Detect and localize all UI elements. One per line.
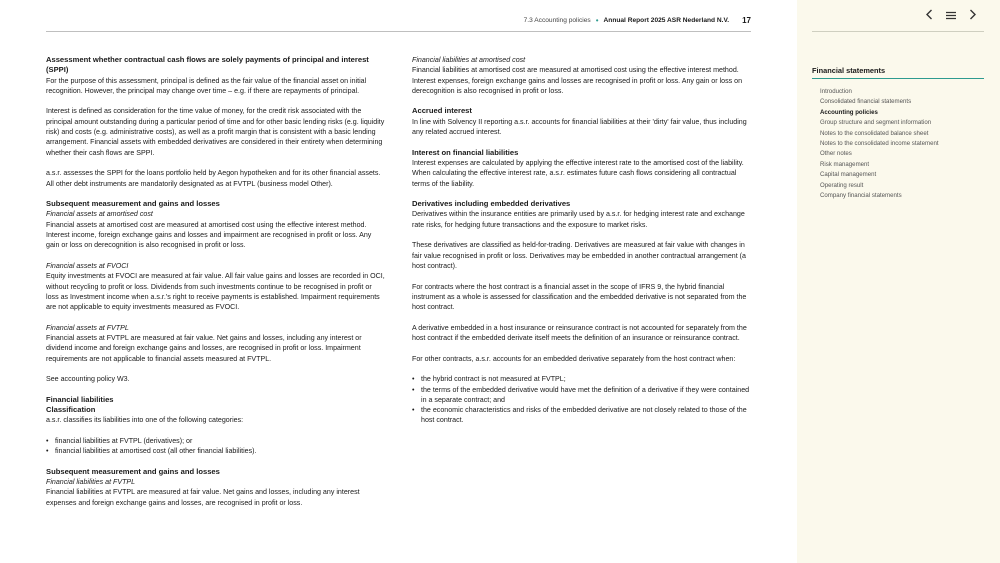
conditions-list (412, 374, 752, 425)
sidebar-divider (812, 31, 984, 32)
list-item: • the terms of the embedded derivative would have met the definition of a derivative if they were contained in a separate contract; and (412, 385, 752, 406)
sppi-section (46, 55, 386, 96)
fvtpl-section (46, 323, 386, 364)
list-item: • financial liabilities at amortised cost (all other financial liabilities). (46, 446, 386, 456)
right-column (412, 55, 752, 436)
derivatives-heading: Derivatives including embedded derivatives (412, 199, 571, 209)
amortised-cost-subheading: Financial assets at amortised cost (46, 210, 153, 219)
liab-fvtpl-text: Financial liabilities at FVTPL are measured at fair value. Net gains and losses, including any interest expenses and foreign exchange gains and losses, are recognised in profit or loss. (46, 488, 360, 507)
accrued-interest-section (412, 106, 752, 137)
sidebar-item-notes-income-statement[interactable]: Notes to the consolidated income statement (820, 140, 939, 148)
list-item: • the economic characteristics and risks of the embedded derivative are not closely related to those of the host contract. (412, 405, 752, 426)
subsequent2-heading: Subsequent measurement and gains and losses (46, 466, 220, 476)
accrued-heading: Accrued interest (412, 106, 472, 116)
fvoci-subheading: Financial assets at FVOCI (46, 261, 129, 270)
list-item: • the hybrid contract is not measured at FVTPL; (412, 374, 752, 384)
sidebar-item-notes-balance-sheet[interactable]: Notes to the consolidated balance sheet (820, 129, 929, 137)
liabilities-subsequent-section (46, 467, 386, 508)
liab-fvtpl-subheading: Financial liabilities at FVTPL (46, 478, 136, 487)
derivatives-section (412, 199, 752, 230)
sidebar-item-capital-management[interactable]: Capital management (820, 171, 877, 179)
derivatives-paragraph-5: For other contracts, a.s.r. accounts for an embedded derivative separately from the host contract when: (412, 354, 736, 363)
classification-text: a.s.r. classifies its liabilities into one of the following categories: (46, 416, 244, 425)
sidebar-item-company-financial-statements[interactable]: Company financial statements (820, 192, 902, 200)
sppi-paragraph-2: Interest is defined as consideration for the time value of money, for the credit risk associated with the principal amount outstanding during a particular period of time and for other basic lending risks (e.g. liquidity risk) and costs (e.g. administrative costs), as well as a profit margin that is consistent with a basic lending arrangement. Financial assets with embedded derivatives are considered in their entirety when determining whether their cash flows are SPPI. (46, 107, 385, 157)
left-column (46, 55, 386, 518)
chevron-left-icon[interactable] (924, 9, 934, 23)
liab-amortised-text: Financial liabilities at amortised cost are measured at amortised cost using the effective interest method. Interest expenses, foreign exchange gains and losses are recognised in profit or loss. Any gain or loss on derecognition is also recognised in profit or loss. (412, 66, 743, 95)
sidebar-title[interactable]: Financial statements (812, 66, 984, 79)
sidebar-item-consolidated-financial-statements[interactable]: Consolidated financial statements (820, 98, 912, 106)
fvtpl-subheading: Financial assets at FVTPL (46, 323, 129, 332)
see-policy-note: See accounting policy W3. (46, 375, 130, 384)
sidebar-item-operating-result[interactable]: Operating result (820, 181, 864, 189)
sppi-heading: Assessment whether contractual cash flows are solely payments of principal and interest (SPPI) (46, 55, 369, 75)
sidebar-item-risk-management[interactable]: Risk management (820, 160, 870, 168)
derivatives-paragraph-2: These derivatives are classified as held-for-trading. Derivatives are measured at fair value with changes in fair value recognised in profit or loss. Derivatives may be embedded in another contractual arrangement (a host contract). (412, 241, 746, 270)
navigation-sidebar (797, 0, 1000, 563)
header-separator-dot: • (595, 15, 599, 25)
menu-icon[interactable] (946, 9, 956, 23)
liability-categories-list (46, 436, 386, 457)
list-item: • financial liabilities at FVTPL (derivatives); or (46, 436, 386, 446)
liab-amortised-subheading: Financial liabilities at amortised cost (412, 56, 526, 64)
sidebar-item-introduction[interactable]: Introduction (820, 88, 852, 95)
accrued-text: In line with Solvency II reporting a.s.r. accounts for financial liabilities at their 'dirty' fair value, thus including any related accrued interest. (412, 117, 747, 137)
derivatives-paragraph-1: Derivatives within the insurance entities are primarily used by a.s.r. for hedging interest rate and exchange rate risks, for hedging future transactions and the exposure to market risks. (412, 210, 745, 229)
sidebar-item-group-structure[interactable]: Group structure and segment information (820, 119, 932, 127)
interest-text: Interest expenses are calculated by applying the effective interest rate to the amortised cost of the liability. When calculating the effective interest rate, a.s.r. estimates future cash flows considering all contractual terms of the liability. (412, 158, 744, 188)
sppi-paragraph-3: a.s.r. assesses the SPPI for the loans portfolio held by Aegon hypotheken and for its other financial assets. All other debt instruments are mandatorily designated as at FVTPL (business model Other). (46, 169, 381, 188)
fvoci-text: Equity investments at FVOCI are measured at fair value. All fair value gains and losses are recorded in OCI, without recycling to profit or loss. Dividends from such investments continue to be recognised in profit or loss as Investment income when a.s.r.'s right to receive payments is established. Impairment requirements are not applicable to equity investments measured as FVOCI. (46, 272, 385, 312)
sidebar-item-other-notes[interactable]: Other notes (820, 150, 852, 158)
sidebar-item-accounting-policies[interactable]: Accounting policies (820, 108, 878, 116)
page-number: 17 (742, 16, 751, 25)
nav-icons (924, 9, 978, 23)
fvoci-section (46, 261, 386, 312)
liab-amortised-section (412, 55, 752, 96)
sppi-paragraph-1: For the purpose of this assessment, principal is defined as the fair value of the financial asset on initial recognition. However, the principal may change over time – e.g. if there are repayments of principal. (46, 76, 367, 95)
header-report-title: Annual Report 2025 ASR Nederland N.V. (603, 17, 730, 24)
subsequent-measurement-section (46, 199, 386, 250)
chevron-right-icon[interactable] (968, 9, 978, 23)
header-section: 7.3 Accounting policies (523, 17, 591, 24)
interest-liabilities-section (412, 148, 752, 189)
amortised-cost-text: Financial assets at amortised cost are measured at amortised cost using the effective interest method. Interest income, foreign exchange gains and losses and impairment are recognised in profit or loss. Any gain or loss on derecognition is also recognised in profit or loss. (46, 220, 372, 250)
fvtpl-text: Financial assets at FVTPL are measured at fair value. Net gains and losses, including any interest or dividend income and foreign exchange gains and losses, are recognised in profit or loss. Impairment requirements are not applicable to financial assets measured at FVTPL. (46, 334, 362, 363)
derivatives-paragraph-3: For contracts where the host contract is a financial asset in the scope of IFRS 9, the hybrid financial instrument as a whole is assessed for classification and the embedded derivative is not separated from the host contract. (412, 282, 747, 312)
derivatives-paragraph-4: A derivative embedded in a host insurance or reinsurance contract is not accounted for separately from the host contract if the embedded derivate itself meets the definition of an insurance or reinsurance contract. (412, 323, 747, 343)
liabilities-heading: Financial liabilities (46, 394, 114, 404)
subsequent-heading: Subsequent measurement and gains and losses (46, 199, 220, 209)
interest-heading: Interest on financial liabilities (412, 147, 519, 157)
page-header (46, 14, 751, 32)
financial-liabilities-section (46, 395, 386, 426)
sidebar-nav-list (820, 87, 939, 201)
classification-heading: Classification (46, 405, 96, 415)
